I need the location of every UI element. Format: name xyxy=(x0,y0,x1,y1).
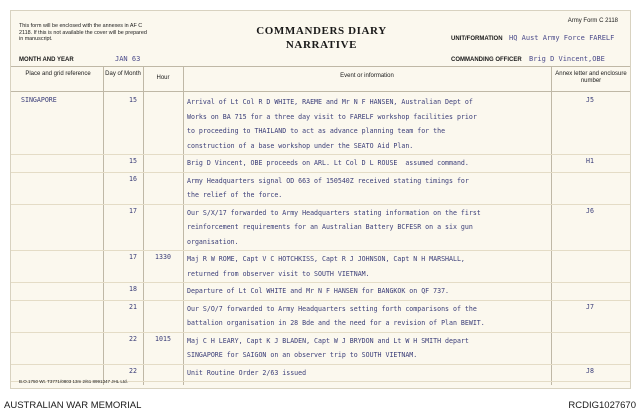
entry-event-line: Our S/X/17 forwarded to Army Headquarters stating information on the first xyxy=(187,208,481,217)
entry-event-line: Unit Routine Order 2/63 issued xyxy=(187,368,307,377)
column-header-annex: Annex letter and enclosure number xyxy=(555,71,627,84)
entry-event-line: Works on BA 715 for a three day visit to FARELF workshop facilities prior xyxy=(187,112,477,121)
column-header-day: Day of Month xyxy=(105,71,141,77)
entry-rule xyxy=(11,172,631,173)
entry-annex: J6 xyxy=(586,206,594,215)
header-rule xyxy=(11,66,631,67)
record-id-caption: RCDIG1027670 xyxy=(568,400,636,411)
entry-day: 16 xyxy=(129,174,137,183)
diary-entry xyxy=(11,156,631,171)
entry-day: 22 xyxy=(129,366,137,375)
entry-event-line: Maj R W ROME, Capt V C HOTCHKISS, Capt R J JOHNSON, Capt N H MARSHALL, xyxy=(187,255,465,263)
entry-event-line: Our S/O/7 forwarded to Army Headquarters setting forth comparisons of the xyxy=(187,304,477,313)
archive-caption: AUSTRALIAN WAR MEMORIAL xyxy=(4,400,142,411)
entry-event xyxy=(187,174,547,203)
entry-event-line: construction of a base workshop under the SEATO Aid Plan. xyxy=(187,141,414,150)
entry-hour: 1330 xyxy=(155,253,171,261)
diary-title: COMMANDERS DIARY xyxy=(256,25,387,37)
entry-event-line: returned from observer visit to SOUTH VIETNAM. xyxy=(187,269,370,278)
entry-event xyxy=(187,95,547,153)
diary-entry xyxy=(11,284,631,299)
diary-entry xyxy=(11,252,631,281)
column-header-hour: Hour xyxy=(156,75,170,81)
diary-entry xyxy=(11,366,631,381)
entry-day: 15 xyxy=(129,96,137,104)
entry-event-line: to proceeding to THAILAND to act as advance planning team for the xyxy=(187,127,446,135)
entry-rule xyxy=(11,300,631,301)
entry-rule xyxy=(11,282,631,283)
entry-event xyxy=(187,366,547,381)
column-header-rule xyxy=(11,91,631,92)
month-label: MONTH AND YEAR xyxy=(19,57,74,63)
entry-rule xyxy=(11,250,631,251)
entry-day: 15 xyxy=(129,157,137,165)
entry-hour: 1015 xyxy=(155,334,171,343)
entry-event-line: Departure of Lt Col WHITE and Mr N F HANSEN for BANGKOK on QF 737. xyxy=(187,287,450,295)
diary-entry xyxy=(11,174,631,203)
column-header-place: Place and grid reference xyxy=(25,71,91,77)
entry-annex: J5 xyxy=(586,96,594,104)
entry-event xyxy=(187,334,547,363)
entry-event-line: Maj C H LEARY, Capt K J BLADEN, Capt W J BRYDON and Lt W H SMITH depart xyxy=(187,336,469,345)
entry-day: 21 xyxy=(129,302,137,311)
entry-annex: J8 xyxy=(586,366,594,375)
officer-label: COMMANDING OFFICER xyxy=(451,57,522,63)
entry-event-line: battalion organisation in 28 Bde and the need for a revision of Plan BEWIT. xyxy=(187,319,485,327)
entry-event-line: the relief of the force. xyxy=(187,191,283,199)
diary-entry xyxy=(11,334,631,363)
entry-event xyxy=(187,284,547,299)
entry-event-line: Brig D Vincent, OBE proceeds on ARL. Lt Col D L ROUSE assumed command. xyxy=(187,159,469,167)
diary-subtitle: NARRATIVE xyxy=(285,39,358,51)
form-number: Army Form C 2118 xyxy=(567,18,618,24)
entry-day: 17 xyxy=(129,206,137,215)
entry-rule xyxy=(11,154,631,155)
diary-entry xyxy=(11,206,631,250)
column-header-event: Event or information xyxy=(340,73,394,79)
entry-event-line: Arrival of Lt Col R D WHITE, RAEME and Mr N F HANSEN, Australian Dept of xyxy=(187,98,473,106)
print-footnote: B.O.1750 Wt. T3771/0803 13m 2/61 8991347 JHL Ltd. xyxy=(19,379,128,384)
entry-event-line: organisation. xyxy=(187,237,239,246)
month-value: JAN 63 xyxy=(115,55,141,63)
entry-rule xyxy=(11,332,631,333)
diary-sheet xyxy=(10,10,631,389)
entry-annex: H1 xyxy=(586,157,594,165)
entry-event-line: SINGAPORE for SAIGON on an observer trip to SOUTH VIETNAM. xyxy=(187,351,418,359)
unit-label: UNIT/FORMATION xyxy=(451,36,503,42)
entry-annex: J7 xyxy=(586,302,594,311)
diary-entry xyxy=(11,95,631,153)
entry-event xyxy=(187,302,547,331)
entry-event xyxy=(187,206,547,250)
form-note: This form will be enclosed with the annexes in AF C 2118. If this is not available the cover will be prepared in manuscript. xyxy=(19,23,147,43)
entry-event xyxy=(187,252,547,281)
entry-place: SINGAPORE xyxy=(21,96,57,104)
entry-event xyxy=(187,156,547,171)
entry-day: 17 xyxy=(129,253,137,261)
entry-rule xyxy=(11,204,631,205)
entry-day: 22 xyxy=(129,334,137,343)
diary-entry xyxy=(11,302,631,331)
entry-rule xyxy=(11,364,631,365)
entry-day: 18 xyxy=(129,285,137,293)
entry-event-line: reinforcement requirements for an Australian Battery BCFESR on a six gun xyxy=(187,223,473,231)
unit-value: HQ Aust Army Force FARELF xyxy=(509,34,615,42)
officer-value: Brig D Vincent,OBE xyxy=(529,55,605,63)
entry-event-line: Army Headquarters signal OD 663 of 150540Z received stating timings for xyxy=(187,176,469,185)
